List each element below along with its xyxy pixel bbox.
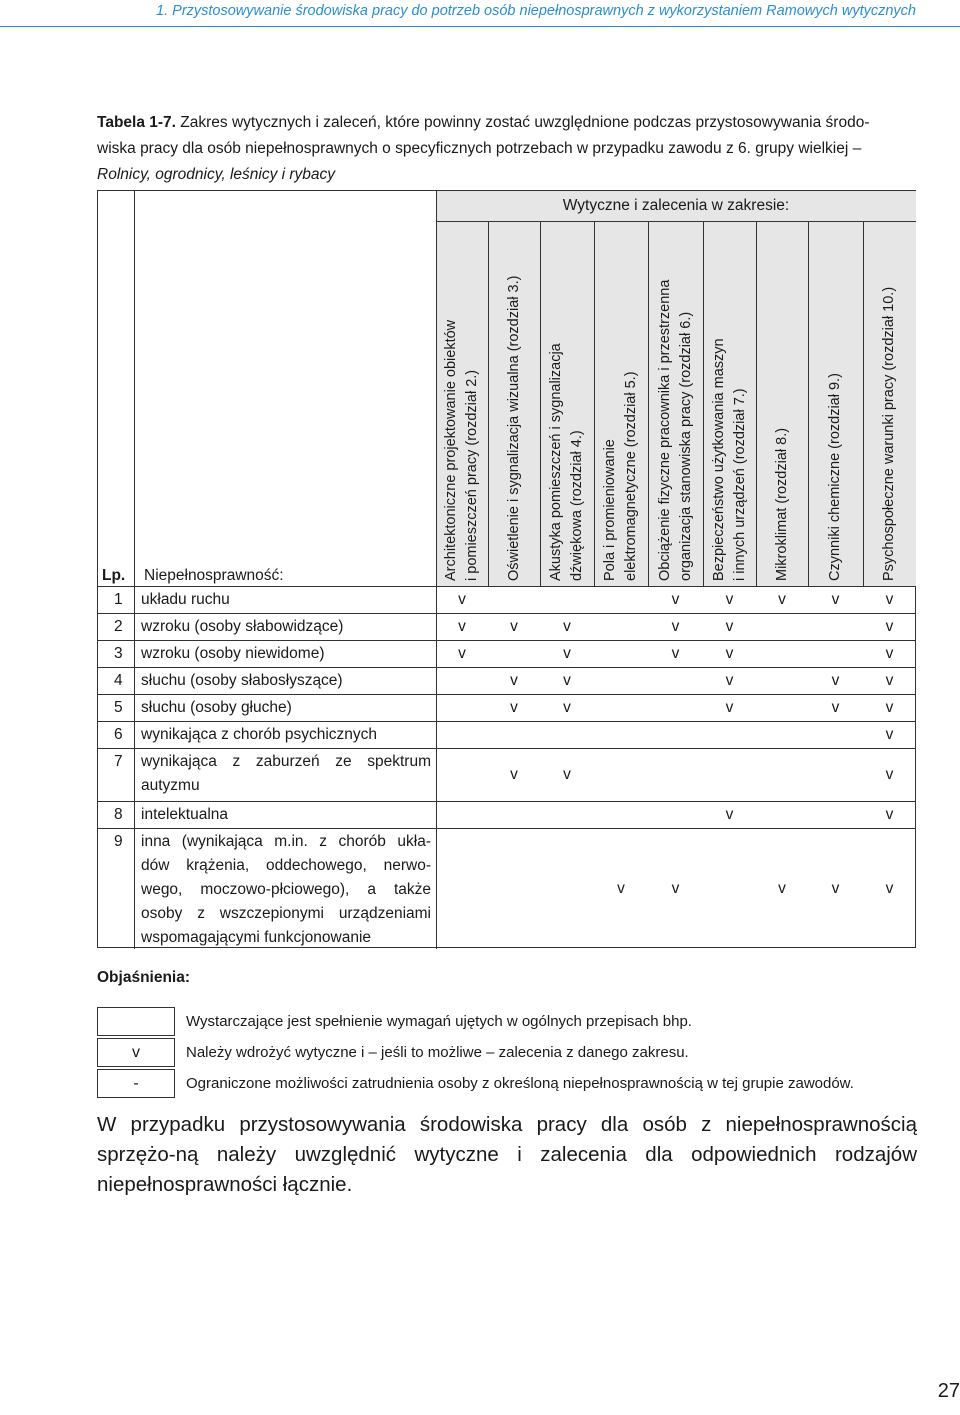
disability-label: wzroku (osoby niewidome) xyxy=(141,645,325,662)
column-header-label xyxy=(879,287,900,581)
check-mark: v xyxy=(671,590,680,608)
column-header-line: Pola i promieniowanie xyxy=(602,439,618,581)
column-header-label xyxy=(600,371,642,581)
table-caption xyxy=(97,110,919,188)
column-header-line: Obciążenie fizyczne pracownika i przestrzenna xyxy=(656,279,673,581)
check-mark: v xyxy=(885,644,894,662)
disability-label-line: osoby z wszczepionymi urządzeniami xyxy=(141,905,431,922)
grid-line xyxy=(134,191,135,949)
legend-symbol-box xyxy=(97,1007,175,1036)
caption-text-2: wiska pracy dla osób niepełnosprawnych o specyficznych potrzebach w przypadku zawodu z 6. grupy wielkiej – xyxy=(97,140,862,157)
column-header-label xyxy=(772,428,793,581)
row-number: 7 xyxy=(114,753,123,770)
check-mark: v xyxy=(510,765,518,783)
check-mark: v xyxy=(510,698,518,716)
check-mark: v xyxy=(671,617,680,635)
disability-label-line: wego, moczowo-płciowego), a także xyxy=(141,881,431,898)
column-header-label xyxy=(825,373,846,581)
check-mark: v xyxy=(458,590,466,608)
check-mark: v xyxy=(885,765,894,783)
disability-label xyxy=(141,830,431,950)
disability-label-line: autyzmu xyxy=(141,777,200,794)
grid-line xyxy=(436,221,916,222)
legend-symbol-box: - xyxy=(97,1069,175,1098)
grid-line xyxy=(98,801,916,802)
column-header-line: elektromagnetyczne (rozdział 5.) xyxy=(623,371,639,581)
grid-line xyxy=(98,667,916,668)
check-mark: v xyxy=(885,879,894,897)
legend-description: Ograniczone możliwości zatrudnienia osoby z określoną niepełnosprawnością w tej grupie zawodów. xyxy=(186,1075,854,1092)
disability-label: intelektualna xyxy=(141,806,229,823)
disability-label: wzroku (osoby słabowidzące) xyxy=(141,618,344,635)
caption-text-1: Zakres wytycznych i zaleceń, które powinny zostać uwzględnione podczas przystosowywania środo- xyxy=(180,114,870,131)
check-mark: v xyxy=(885,617,894,635)
check-mark: v xyxy=(885,805,894,823)
row-number: 6 xyxy=(114,726,123,743)
column-header-line: i innych urządzeń (rozdział 7.) xyxy=(731,388,748,581)
row-number: 9 xyxy=(114,833,123,850)
disability-label-line: wspomagającymi funkcjonowanie xyxy=(141,929,372,946)
grid-line xyxy=(98,721,916,722)
disability-header: Niepełnosprawność: xyxy=(144,567,284,584)
column-header-line: Akustyka pomieszczeń i sygnalizacja xyxy=(548,343,564,581)
column-header-label xyxy=(709,338,751,581)
disability-label xyxy=(141,750,431,798)
row-number: 1 xyxy=(114,591,123,608)
column-header-line: Psychospołeczne warunki pracy (rozdział 10.) xyxy=(881,286,897,581)
grid-line xyxy=(703,221,704,586)
grid-line xyxy=(863,221,864,586)
check-mark: v xyxy=(563,644,571,662)
check-mark: v xyxy=(725,805,734,823)
column-header-line: organizacja stanowiska pracy (rozdział 6.) xyxy=(677,311,694,581)
column-header-line: dźwiękowa (rozdział 4.) xyxy=(569,430,585,581)
header-rule xyxy=(0,26,960,27)
row-number: 2 xyxy=(114,618,123,635)
legend-description: Wystarczające jest spełnienie wymagań ujętych w ogólnych przepisach bhp. xyxy=(186,1013,692,1030)
disability-label-line: inna (wynikająca m.in. z chorób ukła- xyxy=(141,833,431,850)
grid-line xyxy=(808,221,809,586)
column-header-label xyxy=(504,276,525,581)
check-mark: v xyxy=(831,671,840,689)
check-mark: v xyxy=(671,644,680,662)
check-mark: v xyxy=(510,617,518,635)
grid-line xyxy=(98,613,916,614)
check-mark: v xyxy=(617,879,625,897)
check-mark: v xyxy=(778,590,786,608)
check-mark: v xyxy=(725,698,734,716)
check-mark: v xyxy=(458,644,466,662)
check-mark: v xyxy=(458,617,466,635)
grid-line xyxy=(98,828,916,829)
guidelines-table xyxy=(97,190,916,948)
check-mark: v xyxy=(725,590,734,608)
column-header-label xyxy=(546,343,588,581)
column-header-line: Bezpieczeństwo użytkowania maszyn xyxy=(710,338,727,581)
grid-line xyxy=(540,221,541,586)
disability-label: układu ruchu xyxy=(141,591,230,608)
check-mark: v xyxy=(885,671,894,689)
grid-line xyxy=(98,694,916,695)
column-header-line: Oświetlenie i sygnalizacja wizualna (rozdział 3.) xyxy=(505,275,522,581)
column-header-label xyxy=(441,320,483,581)
row-number: 3 xyxy=(114,645,123,662)
disability-label-line: wynikająca z zaburzeń ze spektrum xyxy=(141,753,431,770)
check-mark: v xyxy=(725,644,734,662)
legend-description: Należy wdrożyć wytyczne i – jeśli to możliwe – zalecenia z danego zakresu. xyxy=(186,1044,689,1061)
check-mark: v xyxy=(885,725,894,743)
row-number: 8 xyxy=(114,806,123,823)
column-header-label xyxy=(655,280,697,581)
grid-line xyxy=(756,221,757,586)
column-header-line: i pomieszczeń pracy (rozdział 2.) xyxy=(464,369,480,581)
check-mark: v xyxy=(563,617,571,635)
grid-line xyxy=(98,586,916,587)
lp-header: Lp. xyxy=(102,567,126,584)
column-header-line: Mikroklimat (rozdział 8.) xyxy=(773,427,790,581)
legend-symbol-box: v xyxy=(97,1038,175,1067)
row-number: 5 xyxy=(114,699,123,716)
check-mark: v xyxy=(778,879,786,897)
check-mark: v xyxy=(885,698,894,716)
legend-title: Objaśnienia: xyxy=(97,969,191,986)
check-mark: v xyxy=(831,590,840,608)
check-mark: v xyxy=(563,765,571,783)
grid-line xyxy=(594,221,595,586)
grid-line xyxy=(436,191,437,949)
check-mark: v xyxy=(725,671,734,689)
caption-text-3: Rolnicy, ogrodnicy, leśnicy i rybacy xyxy=(97,166,336,183)
grid-line xyxy=(648,221,649,586)
check-mark: v xyxy=(671,879,680,897)
check-mark: v xyxy=(885,590,894,608)
column-header-line: Architektoniczne projektowanie obiektów xyxy=(443,319,459,581)
grid-line xyxy=(98,640,916,641)
row-number: 4 xyxy=(114,672,123,689)
check-mark: v xyxy=(563,671,571,689)
disability-label-line: dów krążenia, oddechowego, nerwo- xyxy=(141,857,431,874)
disability-label: wynikająca z chorób psychicznych xyxy=(141,726,378,743)
running-header: 1. Przystosowywanie środowiska pracy do potrzeb osób niepełnosprawnych z wykorzystaniem Ramowych wytycznych xyxy=(156,3,916,19)
check-mark: v xyxy=(510,671,518,689)
grid-line xyxy=(98,748,916,749)
check-mark: v xyxy=(831,698,840,716)
disability-label: słuchu (osoby głuche) xyxy=(141,699,292,716)
caption-label: Tabela 1-7. xyxy=(97,114,176,131)
check-mark: v xyxy=(725,617,734,635)
group-header: Wytyczne i zalecenia w zakresie: xyxy=(436,191,916,221)
check-mark: v xyxy=(563,698,571,716)
disability-label: słuchu (osoby słabosłyszące) xyxy=(141,672,343,689)
closing-paragraph: W przypadku przystosowywania środowiska pracy dla osób z niepełnosprawnością sprzężo-ną należy uwzględnić wytyczne i zalecenia dla odpowiednich rodzajów niepełnosprawności łącznie. xyxy=(97,1113,917,1196)
check-mark: v xyxy=(831,879,840,897)
page-number: 27 xyxy=(937,1380,960,1402)
grid-line xyxy=(488,221,489,586)
column-header-line: Czynniki chemiczne (rozdział 9.) xyxy=(827,373,843,581)
